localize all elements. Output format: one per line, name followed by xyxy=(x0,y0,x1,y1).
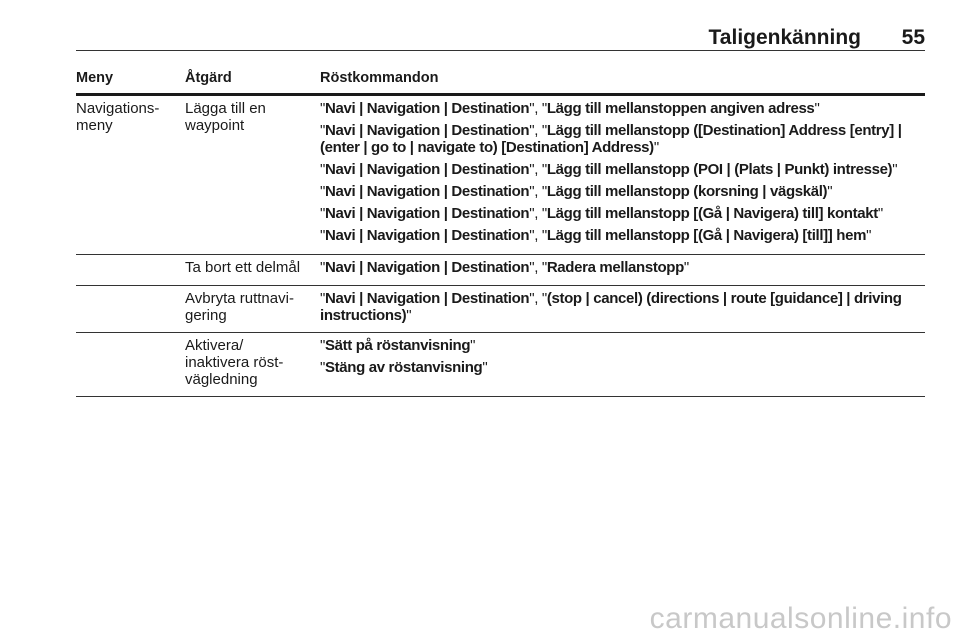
action-cell: Lägga till en waypoint xyxy=(185,100,266,134)
commands-cell xyxy=(320,100,925,249)
command-line: "Stäng av röstanvisning" xyxy=(320,359,488,376)
commands-cell xyxy=(320,290,925,329)
table-row xyxy=(76,96,925,255)
table-header xyxy=(76,68,925,96)
voice-command-table xyxy=(76,68,925,397)
command-line: "Navi | Navigation | Destination", "Radera mellanstopp" xyxy=(320,259,689,276)
menu-cell: Navigations- meny xyxy=(76,100,160,134)
command-line: "Navi | Navigation | Destination", "Lägg till mellanstoppen angiven adress" xyxy=(320,100,820,117)
command-line: "Navi | Navigation | Destination", "Lägg till mellanstopp ([Destination] Address [entry] | (enter | go to | navigate to) [Destination] Address)" xyxy=(320,122,902,156)
manual-page xyxy=(76,0,925,642)
page-title: Taligenkänning xyxy=(708,26,861,49)
command-line: "Navi | Navigation | Destination", "(stop | cancel) (directions | route [guidance] | driving instructions)" xyxy=(320,290,902,324)
page-number: 55 xyxy=(901,26,925,49)
table-row xyxy=(76,255,925,286)
column-header-action: Åtgärd xyxy=(185,70,232,86)
command-line: "Sätt på röstanvisning" xyxy=(320,337,476,354)
command-line: "Navi | Navigation | Destination", "Lägg till mellanstopp (korsning | vägskäl)" xyxy=(320,183,833,200)
commands-cell xyxy=(320,259,925,281)
command-line: "Navi | Navigation | Destination", "Lägg till mellanstopp (POI | (Plats | Punkt) intresse)" xyxy=(320,161,898,178)
table-row xyxy=(76,286,925,333)
commands-cell xyxy=(320,337,925,381)
page-header xyxy=(76,26,925,51)
column-header-commands: Röstkommandon xyxy=(320,70,439,86)
action-cell: Aktivera/ inaktivera röst- vägledning xyxy=(185,337,284,388)
command-line: "Navi | Navigation | Destination", "Lägg till mellanstopp [(Gå | Navigera) till] kontakt" xyxy=(320,205,883,222)
command-line: "Navi | Navigation | Destination", "Lägg till mellanstopp [(Gå | Navigera) [till]] hem" xyxy=(320,227,872,244)
watermark-text: carmanualsonline.info xyxy=(649,602,952,635)
action-cell: Ta bort ett delmål xyxy=(185,259,301,276)
table-row xyxy=(76,333,925,397)
action-cell: Avbryta ruttnavi- gering xyxy=(185,290,294,324)
column-header-menu: Meny xyxy=(76,70,114,86)
